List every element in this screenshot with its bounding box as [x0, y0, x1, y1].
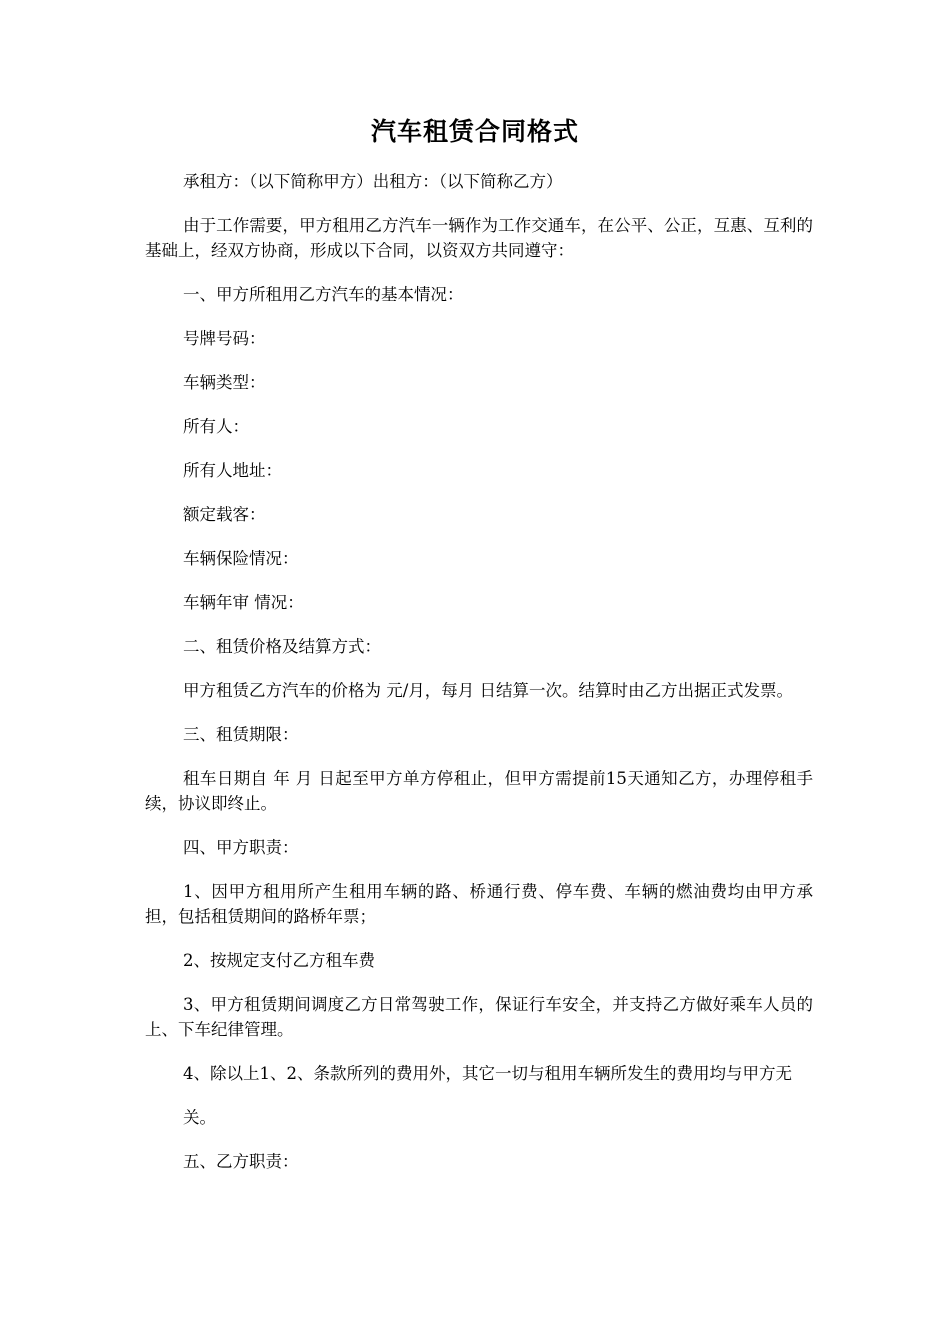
document-body	[145, 169, 813, 1193]
paragraph-preamble: 由于工作需要，甲方租用乙方汽车一辆作为工作交通车，在公平、公正，互惠、互利的基础上，经双方协商，形成以下合同，以资双方共同遵守：	[145, 216, 813, 260]
list-item-duty-3: 3、甲方租赁期间调度乙方日常驾驶工作，保证行车安全，并支持乙方做好乘车人员的上、下车纪律管理。	[145, 995, 813, 1039]
list-item-duty-1: 1、因甲方租用所产生租用车辆的路、桥通行费、停车费、车辆的燃油费均由甲方承担，包括租赁期间的路桥年票；	[145, 882, 813, 926]
section-heading-party-a-duties: 四、甲方职责：	[183, 838, 299, 857]
section-heading-party-b-duties: 五、乙方职责：	[183, 1152, 299, 1171]
field-annual-inspection: 车辆年审 情况：	[183, 593, 304, 612]
paragraph-parties: 承租方：（以下简称甲方）出租方：（以下简称乙方）	[183, 172, 563, 191]
field-rated-passengers: 额定载客：	[183, 505, 266, 524]
field-vehicle-type: 车辆类型：	[183, 373, 266, 392]
field-owner: 所有人：	[183, 417, 249, 436]
field-owner-address: 所有人地址：	[183, 461, 282, 480]
field-insurance: 车辆保险情况：	[183, 549, 299, 568]
list-item-duty-4: 4、除以上1、2、条款所列的费用外，其它一切与租用车辆所发生的费用均与甲方无	[183, 1064, 792, 1083]
paragraph-price: 甲方租赁乙方汽车的价格为 元/月，每月 日结算一次。结算时由乙方出据正式发票。	[183, 681, 794, 700]
paragraph-term: 租车日期自 年 月 日起至甲方单方停租止，但甲方需提前15天通知乙方，办理停租手续，协议即终止。	[145, 769, 813, 813]
document-title: 汽车租赁合同格式	[370, 117, 579, 146]
section-heading-vehicle-info: 一、甲方所租用乙方汽车的基本情况：	[183, 285, 464, 304]
list-item-duty-2: 2、按规定支付乙方租车费	[183, 951, 375, 970]
field-plate-number: 号牌号码：	[183, 329, 266, 348]
section-heading-term: 三、租赁期限：	[183, 725, 299, 744]
list-item-duty-4-continued: 关。	[183, 1108, 216, 1127]
section-heading-price: 二、租赁价格及结算方式：	[183, 637, 381, 656]
